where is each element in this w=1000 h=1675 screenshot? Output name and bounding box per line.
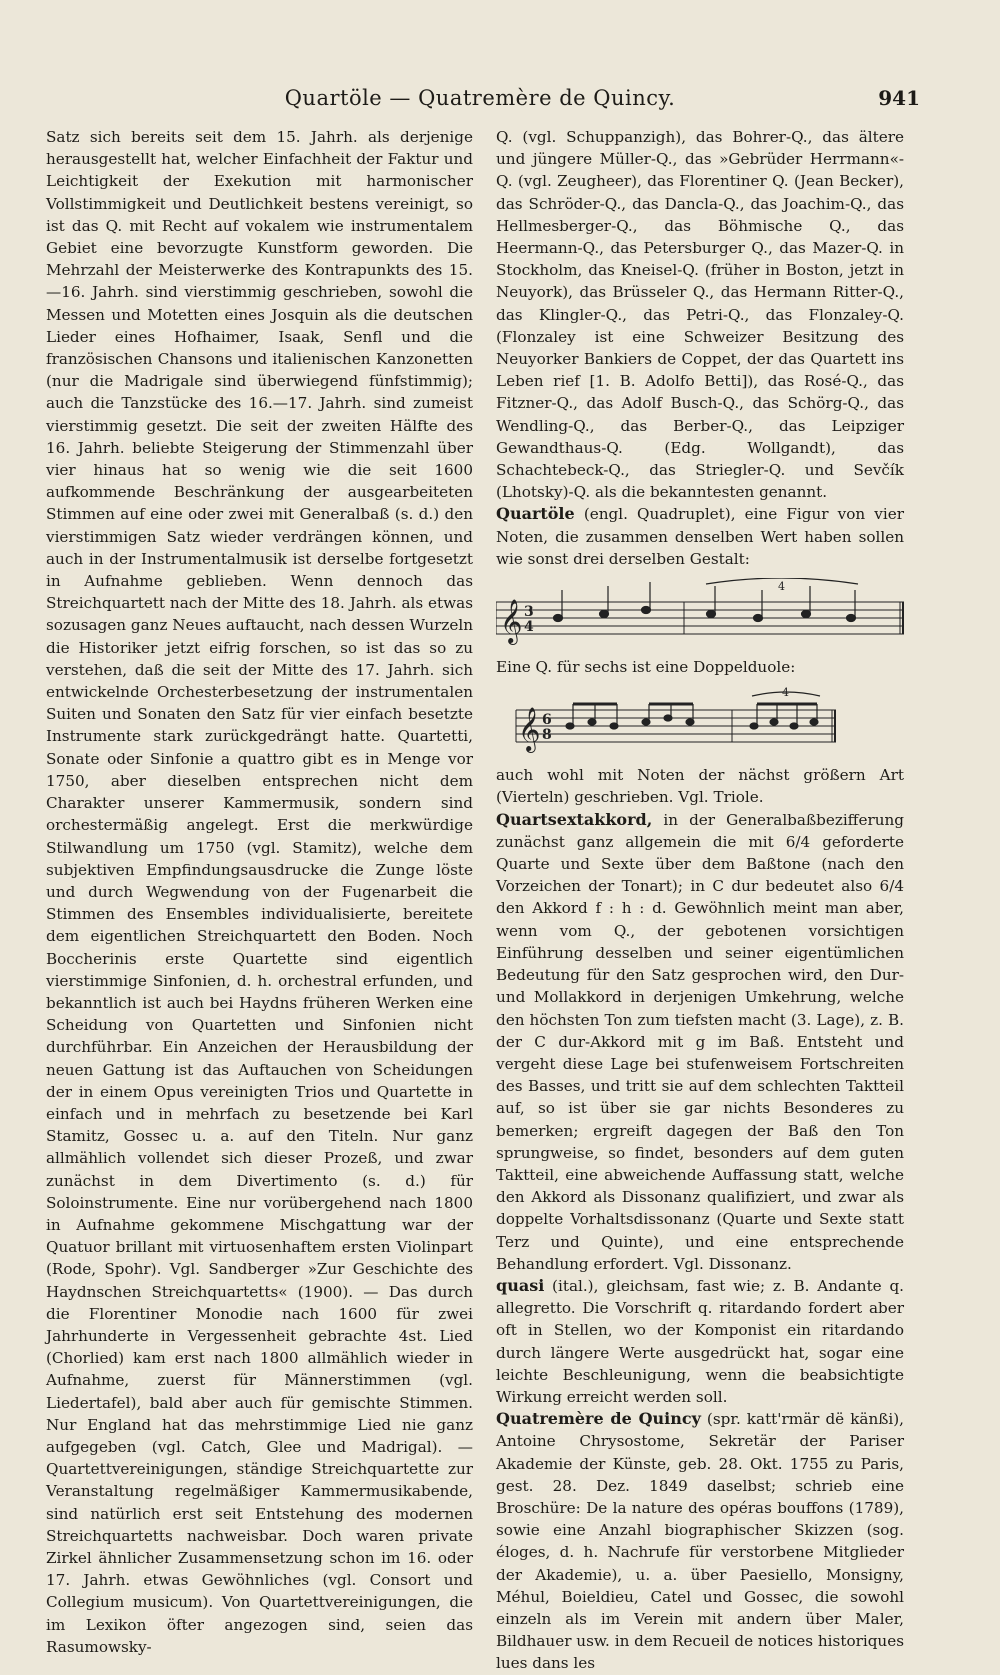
- headword-quatremere: Quatremère de Quincy: [496, 1409, 701, 1429]
- after-text: auch wohl mit Noten der nächst größern Art (Vierteln) geschrieben. Vgl. Triole.: [496, 766, 904, 807]
- quatremere-definition: (spr. katt'rmär dë känßi), Antoine Chrysostome, Sekretär der Pariser Akademie der Künste, geb. 28. Okt. 1755 zu Paris, gest. 28. Dez. 1849 daselbst; schrieb eine Broschüre: De la nature des opéras bouffons (1789), sowie eine Anzahl biographischer Skizzen (sog. éloges, d. h. Nachrufe für verstorbene Mitglieder der Akademie), u. a. über Paesiello, Monsigny, Méhul, Boieldieu, Catel und Gossec, die sowohl einzeln als im Verein mit andern über Maler, Bildhauer usw. in dem Recueil de notices historiques lues dans les: [496, 1410, 904, 1673]
- headword-quartoele: Quartöle: [496, 504, 575, 524]
- quasi-definition: (ital.), gleichsam, fast wie; z. B. Andante q. allegretto. Die Vorschrift q. ritardando fordert aber oft in Stellen, wo der Komponist ein ritardando durch längere Werte ausgedrückt hat, sogar eine leichte Beschleunigung, wenn die beabsichtigte Wirkung erreicht werden soll.: [496, 1276, 904, 1406]
- tuplet-number-2: 4: [782, 686, 789, 700]
- music-example-1: [496, 578, 904, 648]
- tuplet-number-1: 4: [778, 580, 785, 594]
- mid-text: Eine Q. für sechs ist eine Doppelduole:: [496, 658, 796, 677]
- music-example-2: [496, 686, 904, 756]
- left-column: [46, 126, 473, 1658]
- left-column-text: Satz sich bereits seit dem 15. Jahrh. als derjenige herausgestellt hat, welcher Einfachheit der Faktur und Leichtigkeit der Exekution mit harmonischer Vollstimmigkeit und Deutlichkeit bestens vereinigt, so ist das Q. mit Recht auf vokalem wie instrumentalem Gebiet eine bevorzugte Kunstform geworden. Die Mehrzahl der Meisterwerke des Kontrapunkts des 15.—16. Jahrh. sind vierstimmig geschrieben, sowohl die Messen und Motetten eines Josquin als die deutschen Lieder eines Hofhaimer, Isaak, Senfl und die französischen Chansons und italienischen Kanzonetten (nur die Madrigale sind überwiegend fünfstimmig); auch die Tanzstücke des 16.—17. Jahrh. sind zumeist vierstimmig gesetzt. Die seit der zweiten Hälfte des 16. Jahrh. beliebte Steigerung der Stimmenzahl über vier hinaus hat so wenig wie die seit 1600 aufkommende Beschränkung der ausgearbeiteten Stimmen auf eine oder zwei mit Generalbaß (s. d.) den vierstimmigen Satz wieder verdrängen können, und auch in der Instrumentalmusik ist derselbe fortgesetzt in Aufnahme geblieben. Wenn dennoch das Streichquartett nach der Mitte des 18. Jahrh. als etwas sozusagen ganz Neues auftaucht, nach dessen Wurzeln die Historiker jetzt eifrig forschen, so ist das so zu verstehen, daß die seit der Mitte des 17. Jahrh. sich entwickelnde Orchesterbesetzung der instrumentalen Suiten und Sonaten den Satz für vier einfach besetzte Instrumente stark zurückgedrängt hatte. Quartetti, Sonate oder Sinfonie a quattro gibt es in Menge vor 1750, aber dieselben entsprechen nicht dem Charakter unserer Kammermusik, sondern sind orchestermäßig angelegt. Erst die merkwürdige Stilwandlung um 1750 (vgl. Stamitz), welche dem subjektiven Empfindungsausdrucke die Zunge löste und durch Wegwendung von der Fugenarbeit die Stimmen des Ensembles individualisierte, bereitete dem eigentlichen Streichquartett den Boden. Noch Boccherinis erste Quartette sind eigentlich vierstimmige Sinfonien, d. h. orchestral erfunden, und bekanntlich ist auch bei Haydns früheren Werken eine Scheidung von Quartetten und Sinfonien nicht durchführbar. Ein Anzeichen der Herausbildung der neuen Gattung ist das Auftauchen von Scheidungen der in einem Opus vereinigten Trios und Quartette in einfach und in mehrfach zu besetzende bei Karl Stamitz, Gossec u. a. auf den Titeln. Nur ganz allmählich vollendet sich dieser Prozeß, und zwar zunächst in dem Divertimento (s. d.) für Soloinstrumente. Eine nur vorübergehend nach 1800 in Aufnahme gekommene Mischgattung war der Quatuor brillant mit virtuosenhaftem ersten Violinpart (Rode, Spohr). Vgl. Sandberger »Zur Geschichte des Haydnschen Streichquartetts« (1900). — Das durch die Florentiner Monodie nach 1600 für zwei Jahrhunderte in Vergessenheit gebrachte 4st. Lied (Chorlied) kam erst nach 1800 allmählich wieder in Aufnahme, zuerst für Männerstimmen (vgl. Liedertafel), bald aber auch für gemischte Stimmen. Nur England hat das mehrstimmige Lied nie ganz aufgegeben (vgl. Catch, Glee und Madrigal). — Quartettvereinigungen, ständige Streichquartette zur Veranstaltung regelmäßiger Kammermusikabende, sind natürlich erst seit Entstehung des modernen Streichquartetts nachweisbar. Doch waren private Zirkel ähnlicher Zusammensetzung schon im 16. oder 17. Jahrh. etwas Gewöhnliches (vgl. Consort und Collegium musicum). Von Quartettvereinigungen, die im Lexikon öfter angezogen sind, seien das Rasumowsky-: [46, 128, 473, 1656]
- headword-quasi: quasi: [496, 1275, 545, 1295]
- music-staff-2: [496, 686, 904, 756]
- svg-text:6: 6: [542, 712, 552, 729]
- right-intro-text: Q. (vgl. Schuppanzigh), das Bohrer-Q., das ältere und jüngere Müller-Q., das »Gebrüder Herrmann«-Q. (vgl. Zeugheer), das Florentiner Q. (Jean Becker), das Schröder-Q., das Dancla-Q., das Joachim-Q., das Hellmesberger-Q., das Böhmische Q., das Heermann-Q., das Petersburger Q., das Mazer-Q. in Stockholm, das Kneisel-Q. (früher in Boston, jetzt in Neuyork), das Brüsseler Q., das Hermann Ritter-Q., das Klingler-Q., das Petri-Q., das Flonzaley-Q. (Flonzaley ist eine Schweizer Besitzung des Neuyorker Bankiers de Coppet, der das Quartett ins Leben rief [1. B. Adolfo Betti]), das Rosé-Q., das Fitzner-Q., das Adolf Busch-Q., das Schörg-Q., das Wendling-Q., das Berber-Q., das Leipziger Gewandthaus-Q. (Edg. Wollgandt), das Schachtebeck-Q., das Striegler-Q. und Sevčík (Lhotsky)-Q. als die bekanntesten genannt.: [496, 128, 904, 502]
- entry-quasi: [496, 1275, 904, 1408]
- svg-text:8: 8: [542, 727, 552, 744]
- svg-text:𝄞: 𝄞: [518, 707, 541, 752]
- entry-quatremere: [496, 1408, 904, 1674]
- quartoele-definition: (engl. Quadruplet), eine Figur von vier Noten, die zusammen denselben Wert haben sollen wie sonst drei derselben Gestalt:: [496, 505, 904, 568]
- time-sig-denominator: 4: [524, 619, 534, 636]
- headword-quartsextakkord: Quartsextakkord,: [496, 809, 653, 829]
- entry-quartoele: [496, 503, 904, 570]
- treble-clef-icon: 𝄞: [500, 599, 523, 644]
- right-column: [496, 126, 904, 1675]
- page-number: 941: [878, 86, 920, 110]
- page-header: [50, 86, 920, 116]
- quartsextakkord-definition: in der Generalbaßbezifferung zunächst ganz allgemein die mit 6/4 geforderte Quarte und Sexte über dem Baßtone (nach den Vorzeichen der Tonart); in C dur bedeutet also 6/4 den Akkord f : h : d. Gewöhnlich meint man aber, wenn vom Q., der gebotenen vorsichtigen Einführung desselben und seiner eigentümlichen Bedeutung für den Satz gesprochen wird, den Dur- und Mollakkord in derjenigen Umkehrung, welche den höchsten Ton zum tiefsten macht (3. Lage), z. B. der C dur-Akkord mit g im Baß. Entsteht und vergeht diese Lage bei stufenweisem Fortschreiten des Basses, und tritt sie auf dem schlechten Taktteil auf, so ist über sie gar nichts Besonderes zu bemerken; ergreift dagegen der Baß den Ton sprungweise, so findet, besonders auf dem guten Taktteil, eine abweichende Auffassung statt, welche den Akkord als Dissonanz qualifiziert, und zwar als doppelte Vorhaltsdissonanz (Quarte und Sexte statt Terz und Quinte), und eine entsprechende Behandlung erfordert. Vgl. Dissonanz.: [496, 810, 904, 1273]
- music-staff-1: [496, 578, 904, 648]
- entry-quartsextakkord: [496, 809, 904, 1275]
- running-title: Quartöle — Quatremère de Quincy.: [284, 86, 676, 110]
- time-sig-numerator: 3: [524, 604, 534, 621]
